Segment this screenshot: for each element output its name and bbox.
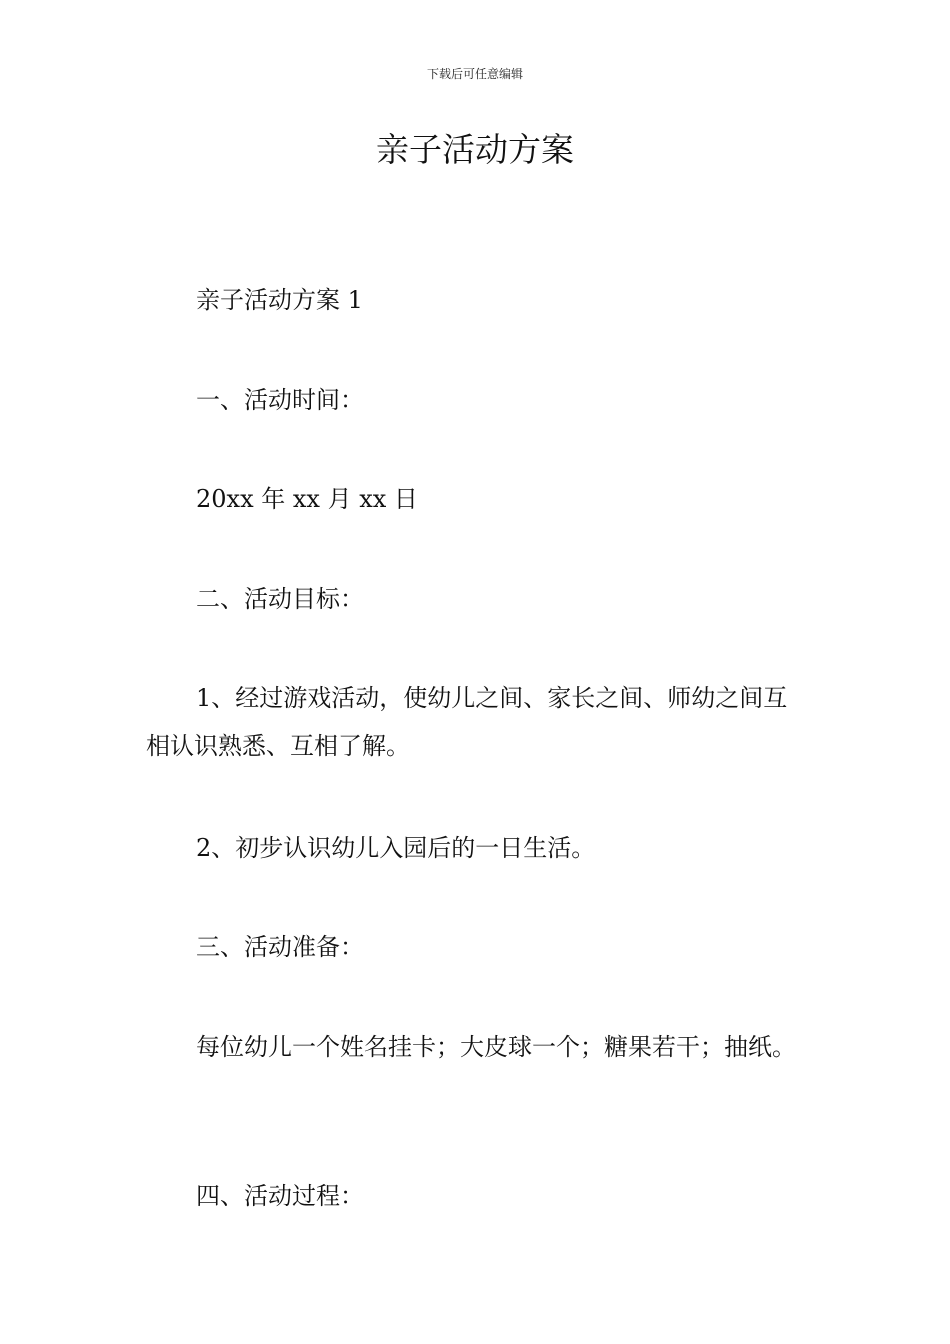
section-heading-process: 四、活动过程：	[196, 1182, 364, 1210]
section-heading-plan-1: 亲子活动方案 1	[196, 286, 363, 314]
goal-item-2: 2、初步认识幼儿入园后的一日生活。	[196, 834, 596, 862]
section-heading-goals: 二、活动目标：	[196, 585, 364, 613]
header-note: 下载后可任意编辑	[426, 67, 523, 81]
document-title: 亲子活动方案	[376, 130, 574, 169]
preparation-list: 每位幼儿一个姓名挂卡；大皮球一个；糖果若干；抽纸。	[196, 1033, 796, 1061]
goal-item-1: 1、经过游戏活动，使幼儿之间、家长之间、师幼之间互相认识熟悉、互相了解。	[146, 684, 788, 760]
section-heading-time: 一、活动时间：	[196, 386, 364, 414]
section-heading-preparation: 三、活动准备：	[196, 933, 364, 961]
activity-date: 20xx 年 xx 月 xx 日	[196, 485, 418, 513]
